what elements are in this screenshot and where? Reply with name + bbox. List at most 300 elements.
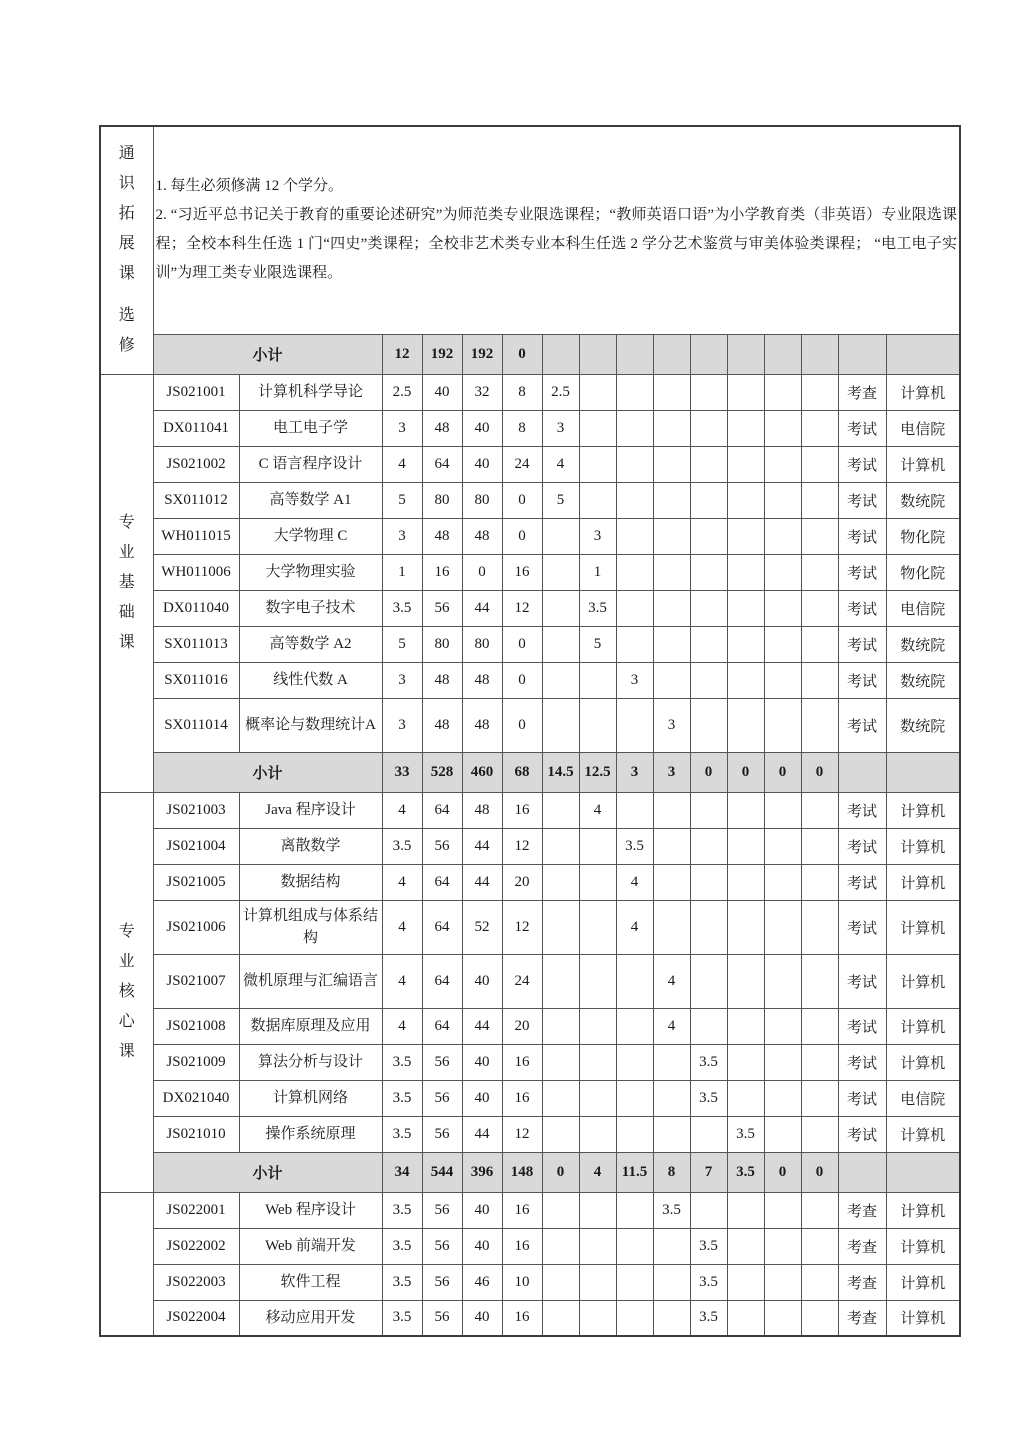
semester-4-cell xyxy=(653,900,690,954)
semester-5-cell: 3.5 xyxy=(690,1228,727,1264)
semester-4-cell: 4 xyxy=(653,954,690,1008)
semester-4-cell xyxy=(653,518,690,554)
practice-hours-cell: 20 xyxy=(502,1008,542,1044)
total-hours-cell: 48 xyxy=(422,410,462,446)
semester-7-cell xyxy=(764,698,801,752)
semester-8-cell xyxy=(801,792,838,828)
semester-4-cell xyxy=(653,1080,690,1116)
semester-2-cell: 5 xyxy=(579,626,616,662)
semester-7-cell xyxy=(764,828,801,864)
exam-type-cell: 考试 xyxy=(838,410,886,446)
semester-8-cell xyxy=(801,626,838,662)
practice-hours-cell: 24 xyxy=(502,954,542,1008)
semester-7-cell xyxy=(764,1300,801,1336)
course-row xyxy=(100,554,960,590)
semester-1-cell xyxy=(542,1080,579,1116)
semester-1-cell: 5 xyxy=(542,482,579,518)
credit-cell: 3.5 xyxy=(382,1116,422,1152)
course-name-cell: 高等数学 A1 xyxy=(239,482,382,518)
lecture-hours-cell: 80 xyxy=(462,626,502,662)
semester-6-cell xyxy=(727,518,764,554)
course-code-cell: JS021009 xyxy=(153,1044,239,1080)
semester-1-cell xyxy=(542,1044,579,1080)
course-name-cell: 概率论与数理统计A xyxy=(239,698,382,752)
semester-5-cell: 3.5 xyxy=(690,1264,727,1300)
credit-cell: 5 xyxy=(382,482,422,518)
credit-cell: 3.5 xyxy=(382,1264,422,1300)
course-row xyxy=(100,698,960,752)
exam-type-cell: 考查 xyxy=(838,1192,886,1228)
semester-7-cell xyxy=(764,864,801,900)
department-cell: 计算机 xyxy=(886,1192,960,1228)
exam-type-cell: 考试 xyxy=(838,1008,886,1044)
semester-2-cell xyxy=(579,1116,616,1152)
semester-3-cell: 4 xyxy=(616,864,653,900)
course-name-cell: 计算机科学导论 xyxy=(239,374,382,410)
course-row xyxy=(100,374,960,410)
lecture-hours-cell: 48 xyxy=(462,518,502,554)
subtotal-label-cell: 小计 xyxy=(153,334,382,374)
course-code-cell: JS021003 xyxy=(153,792,239,828)
section-notes-cell xyxy=(153,126,960,334)
semester-5-cell: 3.5 xyxy=(690,1300,727,1336)
course-row xyxy=(100,1300,960,1336)
semester-3-cell xyxy=(616,698,653,752)
credit-cell: 3.5 xyxy=(382,828,422,864)
credit-cell: 3.5 xyxy=(382,1080,422,1116)
department-cell: 数统院 xyxy=(886,662,960,698)
semester-8-cell xyxy=(801,900,838,954)
total-hours-cell: 16 xyxy=(422,554,462,590)
lecture-hours-cell: 32 xyxy=(462,374,502,410)
semester-5-cell xyxy=(690,792,727,828)
lecture-hours-cell: 40 xyxy=(462,1192,502,1228)
semester-7-cell xyxy=(764,1044,801,1080)
practice-hours-cell: 16 xyxy=(502,1228,542,1264)
semester-3-cell xyxy=(616,1008,653,1044)
semester-8-cell xyxy=(801,662,838,698)
course-code-cell: JS021006 xyxy=(153,900,239,954)
credit-cell: 3.5 xyxy=(382,1228,422,1264)
semester-8-cell xyxy=(801,828,838,864)
course-row xyxy=(100,590,960,626)
semester-4-cell xyxy=(653,1228,690,1264)
exam-type-cell: 考试 xyxy=(838,662,886,698)
department-cell: 电信院 xyxy=(886,590,960,626)
note-line: 2. “习近平总书记关于教育的重要论述研究”为师范类专业限选课程；“教师英语口语”为小学教育类（非英语）专业限选课程；全校本科生任选 1 门“四史”类课程；全校非艺术类专业本科生任选 2 学分艺术鉴赏与审美体验类课程； “电工电子实训”为理工类专业限选课程。 xyxy=(155,207,958,282)
total-hours-cell: 40 xyxy=(422,374,462,410)
total-hours-cell: 56 xyxy=(422,1080,462,1116)
semester-6-cell: 3.5 xyxy=(727,1116,764,1152)
course-row xyxy=(100,626,960,662)
semester-6-cell xyxy=(727,1228,764,1264)
course-code-cell: SX011012 xyxy=(153,482,239,518)
semester-3-cell xyxy=(616,1192,653,1228)
semester-8-cell xyxy=(801,698,838,752)
semester-4-cell xyxy=(653,1116,690,1152)
total-hours-cell: 64 xyxy=(422,1008,462,1044)
course-name-cell: 移动应用开发 xyxy=(239,1300,382,1336)
semester-7-cell xyxy=(764,1116,801,1152)
course-code-cell: JS021007 xyxy=(153,954,239,1008)
semester-8-cell xyxy=(801,1228,838,1264)
semester-2-cell xyxy=(579,410,616,446)
semester-8-cell xyxy=(801,954,838,1008)
course-code-cell: JS021005 xyxy=(153,864,239,900)
course-name-cell: 软件工程 xyxy=(239,1264,382,1300)
exam-type-cell: 考试 xyxy=(838,518,886,554)
course-row xyxy=(100,1008,960,1044)
semester-5-cell xyxy=(690,518,727,554)
subtotal-total-hours-cell: 192 xyxy=(422,334,462,374)
total-hours-cell: 56 xyxy=(422,1192,462,1228)
practice-hours-cell: 12 xyxy=(502,1116,542,1152)
semester-5-cell xyxy=(690,662,727,698)
subtotal-total-hours-cell: 528 xyxy=(422,752,462,792)
department-cell: 数统院 xyxy=(886,698,960,752)
subtotal-semester-7-cell xyxy=(764,334,801,374)
semester-7-cell xyxy=(764,1228,801,1264)
subtotal-exam-type-cell xyxy=(838,1152,886,1192)
exam-type-cell: 考查 xyxy=(838,1300,886,1336)
semester-5-cell xyxy=(690,374,727,410)
subtotal-practice-hours-cell: 68 xyxy=(502,752,542,792)
semester-6-cell xyxy=(727,1044,764,1080)
subtotal-lecture-hours-cell: 460 xyxy=(462,752,502,792)
course-code-cell: SX011014 xyxy=(153,698,239,752)
semester-5-cell xyxy=(690,900,727,954)
course-code-cell: JS021002 xyxy=(153,446,239,482)
semester-1-cell xyxy=(542,1228,579,1264)
total-hours-cell: 56 xyxy=(422,1228,462,1264)
lecture-hours-cell: 40 xyxy=(462,446,502,482)
subtotal-semester-5-cell: 0 xyxy=(690,752,727,792)
semester-2-cell xyxy=(579,1228,616,1264)
semester-7-cell xyxy=(764,590,801,626)
semester-4-cell: 4 xyxy=(653,1008,690,1044)
semester-2-cell xyxy=(579,1300,616,1336)
course-name-cell: 操作系统原理 xyxy=(239,1116,382,1152)
semester-1-cell: 3 xyxy=(542,410,579,446)
practice-hours-cell: 0 xyxy=(502,482,542,518)
semester-6-cell xyxy=(727,626,764,662)
semester-2-cell xyxy=(579,662,616,698)
semester-7-cell xyxy=(764,662,801,698)
semester-4-cell: 3 xyxy=(653,698,690,752)
semester-7-cell xyxy=(764,518,801,554)
subtotal-semester-1-cell: 0 xyxy=(542,1152,579,1192)
semester-4-cell: 3.5 xyxy=(653,1192,690,1228)
lecture-hours-cell: 0 xyxy=(462,554,502,590)
exam-type-cell: 考试 xyxy=(838,1116,886,1152)
semester-8-cell xyxy=(801,1044,838,1080)
semester-7-cell xyxy=(764,554,801,590)
exam-type-cell: 考试 xyxy=(838,792,886,828)
semester-2-cell xyxy=(579,1008,616,1044)
exam-type-cell: 考试 xyxy=(838,698,886,752)
semester-2-cell xyxy=(579,828,616,864)
course-code-cell: SX011013 xyxy=(153,626,239,662)
course-code-cell: WH011006 xyxy=(153,554,239,590)
semester-3-cell xyxy=(616,446,653,482)
semester-8-cell xyxy=(801,590,838,626)
course-code-cell: JS022001 xyxy=(153,1192,239,1228)
subtotal-credit-cell: 34 xyxy=(382,1152,422,1192)
semester-1-cell: 2.5 xyxy=(542,374,579,410)
semester-2-cell: 1 xyxy=(579,554,616,590)
course-code-cell: JS022003 xyxy=(153,1264,239,1300)
semester-2-cell xyxy=(579,1192,616,1228)
course-name-cell: Java 程序设计 xyxy=(239,792,382,828)
semester-5-cell xyxy=(690,1008,727,1044)
course-name-cell: 计算机网络 xyxy=(239,1080,382,1116)
practice-hours-cell: 10 xyxy=(502,1264,542,1300)
semester-8-cell xyxy=(801,554,838,590)
semester-2-cell: 3 xyxy=(579,518,616,554)
practice-hours-cell: 16 xyxy=(502,1300,542,1336)
course-name-cell: C 语言程序设计 xyxy=(239,446,382,482)
subtotal-row xyxy=(100,334,960,374)
lecture-hours-cell: 44 xyxy=(462,1008,502,1044)
total-hours-cell: 56 xyxy=(422,1264,462,1300)
semester-7-cell xyxy=(764,446,801,482)
semester-8-cell xyxy=(801,1192,838,1228)
subtotal-semester-6-cell: 0 xyxy=(727,752,764,792)
exam-type-cell: 考查 xyxy=(838,1264,886,1300)
semester-1-cell: 4 xyxy=(542,446,579,482)
note-line: 1. 每生必须修满 12 个学分。 xyxy=(155,178,344,195)
semester-3-cell: 3 xyxy=(616,662,653,698)
course-name-cell: 电工电子学 xyxy=(239,410,382,446)
semester-6-cell xyxy=(727,864,764,900)
practice-hours-cell: 12 xyxy=(502,590,542,626)
practice-hours-cell: 12 xyxy=(502,900,542,954)
semester-8-cell xyxy=(801,864,838,900)
practice-hours-cell: 0 xyxy=(502,518,542,554)
course-name-cell: 线性代数 A xyxy=(239,662,382,698)
course-row xyxy=(100,1080,960,1116)
semester-8-cell xyxy=(801,374,838,410)
category-vertical-label: 专 业 核 心 课 xyxy=(118,923,135,1060)
semester-1-cell xyxy=(542,900,579,954)
semester-6-cell xyxy=(727,900,764,954)
semester-1-cell xyxy=(542,662,579,698)
credit-cell: 4 xyxy=(382,864,422,900)
semester-7-cell xyxy=(764,1008,801,1044)
semester-7-cell xyxy=(764,1264,801,1300)
course-name-cell: 离散数学 xyxy=(239,828,382,864)
subtotal-semester-8-cell xyxy=(801,334,838,374)
course-name-cell: 大学物理实验 xyxy=(239,554,382,590)
semester-1-cell xyxy=(542,626,579,662)
credit-cell: 3 xyxy=(382,698,422,752)
course-row xyxy=(100,1264,960,1300)
subtotal-semester-8-cell: 0 xyxy=(801,1152,838,1192)
lecture-hours-cell: 40 xyxy=(462,410,502,446)
category-cell xyxy=(100,1192,153,1336)
credit-cell: 4 xyxy=(382,792,422,828)
lecture-hours-cell: 52 xyxy=(462,900,502,954)
practice-hours-cell: 0 xyxy=(502,698,542,752)
semester-2-cell xyxy=(579,864,616,900)
semester-7-cell xyxy=(764,374,801,410)
lecture-hours-cell: 46 xyxy=(462,1264,502,1300)
department-cell: 计算机 xyxy=(886,1116,960,1152)
subtotal-semester-4-cell xyxy=(653,334,690,374)
credit-cell: 3 xyxy=(382,410,422,446)
credit-cell: 2.5 xyxy=(382,374,422,410)
course-row xyxy=(100,662,960,698)
practice-hours-cell: 16 xyxy=(502,1044,542,1080)
semester-5-cell xyxy=(690,828,727,864)
course-name-cell: Web 前端开发 xyxy=(239,1228,382,1264)
practice-hours-cell: 20 xyxy=(502,864,542,900)
semester-3-cell xyxy=(616,1044,653,1080)
course-name-cell: 高等数学 A2 xyxy=(239,626,382,662)
course-row xyxy=(100,1116,960,1152)
credit-cell: 3.5 xyxy=(382,1044,422,1080)
category-cell xyxy=(100,792,153,1192)
department-cell: 计算机 xyxy=(886,1044,960,1080)
total-hours-cell: 48 xyxy=(422,518,462,554)
course-name-cell: 数据结构 xyxy=(239,864,382,900)
semester-8-cell xyxy=(801,410,838,446)
semester-4-cell xyxy=(653,410,690,446)
lecture-hours-cell: 48 xyxy=(462,792,502,828)
semester-3-cell xyxy=(616,482,653,518)
semester-7-cell xyxy=(764,792,801,828)
semester-3-cell xyxy=(616,1116,653,1152)
subtotal-semester-3-cell: 3 xyxy=(616,752,653,792)
semester-5-cell xyxy=(690,1192,727,1228)
semester-2-cell xyxy=(579,698,616,752)
subtotal-row xyxy=(100,1152,960,1192)
semester-8-cell xyxy=(801,1300,838,1336)
semester-2-cell: 4 xyxy=(579,792,616,828)
practice-hours-cell: 0 xyxy=(502,662,542,698)
semester-3-cell xyxy=(616,792,653,828)
credit-cell: 4 xyxy=(382,954,422,1008)
semester-6-cell xyxy=(727,792,764,828)
semester-3-cell xyxy=(616,1300,653,1336)
exam-type-cell: 考试 xyxy=(838,828,886,864)
course-name-cell: 数据库原理及应用 xyxy=(239,1008,382,1044)
department-cell: 计算机 xyxy=(886,900,960,954)
semester-5-cell xyxy=(690,482,727,518)
department-cell: 计算机 xyxy=(886,1264,960,1300)
credit-cell: 4 xyxy=(382,900,422,954)
semester-8-cell xyxy=(801,1264,838,1300)
course-row xyxy=(100,1228,960,1264)
subtotal-lecture-hours-cell: 192 xyxy=(462,334,502,374)
semester-6-cell xyxy=(727,410,764,446)
semester-2-cell xyxy=(579,954,616,1008)
subtotal-semester-7-cell: 0 xyxy=(764,1152,801,1192)
credit-cell: 3.5 xyxy=(382,1300,422,1336)
course-row xyxy=(100,446,960,482)
semester-3-cell xyxy=(616,554,653,590)
semester-1-cell xyxy=(542,554,579,590)
course-code-cell: JS021010 xyxy=(153,1116,239,1152)
semester-4-cell xyxy=(653,1044,690,1080)
semester-4-cell xyxy=(653,446,690,482)
semester-4-cell xyxy=(653,828,690,864)
practice-hours-cell: 16 xyxy=(502,554,542,590)
total-hours-cell: 48 xyxy=(422,662,462,698)
total-hours-cell: 56 xyxy=(422,590,462,626)
semester-6-cell xyxy=(727,554,764,590)
department-cell: 计算机 xyxy=(886,1228,960,1264)
credit-cell: 3 xyxy=(382,518,422,554)
semester-6-cell xyxy=(727,828,764,864)
exam-type-cell: 考查 xyxy=(838,1228,886,1264)
course-row xyxy=(100,518,960,554)
semester-2-cell xyxy=(579,374,616,410)
subtotal-lecture-hours-cell: 396 xyxy=(462,1152,502,1192)
semester-1-cell xyxy=(542,1300,579,1336)
semester-3-cell xyxy=(616,626,653,662)
course-name-cell: Web 程序设计 xyxy=(239,1192,382,1228)
subtotal-semester-1-cell: 14.5 xyxy=(542,752,579,792)
subtotal-practice-hours-cell: 148 xyxy=(502,1152,542,1192)
subtotal-department-cell xyxy=(886,752,960,792)
semester-6-cell xyxy=(727,446,764,482)
course-row xyxy=(100,1044,960,1080)
total-hours-cell: 48 xyxy=(422,698,462,752)
lecture-hours-cell: 40 xyxy=(462,954,502,1008)
semester-2-cell xyxy=(579,1080,616,1116)
semester-3-cell xyxy=(616,374,653,410)
semester-1-cell xyxy=(542,590,579,626)
exam-type-cell: 考试 xyxy=(838,1044,886,1080)
course-name-cell: 计算机组成与体系结构 xyxy=(239,900,382,954)
semester-1-cell xyxy=(542,1192,579,1228)
semester-6-cell xyxy=(727,374,764,410)
semester-3-cell: 3.5 xyxy=(616,828,653,864)
course-name-cell: 数字电子技术 xyxy=(239,590,382,626)
course-row xyxy=(100,410,960,446)
subtotal-row xyxy=(100,752,960,792)
department-cell: 计算机 xyxy=(886,828,960,864)
category-cell xyxy=(100,374,153,792)
subtotal-exam-type-cell xyxy=(838,752,886,792)
semester-4-cell xyxy=(653,482,690,518)
total-hours-cell: 56 xyxy=(422,1300,462,1336)
semester-5-cell xyxy=(690,410,727,446)
practice-hours-cell: 16 xyxy=(502,792,542,828)
exam-type-cell: 考试 xyxy=(838,626,886,662)
semester-8-cell xyxy=(801,482,838,518)
semester-6-cell xyxy=(727,590,764,626)
subtotal-label-cell: 小计 xyxy=(153,1152,382,1192)
department-cell: 计算机 xyxy=(886,374,960,410)
course-code-cell: DX011041 xyxy=(153,410,239,446)
semester-5-cell xyxy=(690,590,727,626)
subtotal-semester-2-cell: 4 xyxy=(579,1152,616,1192)
credit-cell: 5 xyxy=(382,626,422,662)
total-hours-cell: 64 xyxy=(422,792,462,828)
course-code-cell: JS022004 xyxy=(153,1300,239,1336)
semester-6-cell xyxy=(727,954,764,1008)
course-name-cell: 算法分析与设计 xyxy=(239,1044,382,1080)
course-code-cell: JS021004 xyxy=(153,828,239,864)
course-row xyxy=(100,482,960,518)
semester-7-cell xyxy=(764,410,801,446)
practice-hours-cell: 16 xyxy=(502,1192,542,1228)
credit-cell: 4 xyxy=(382,1008,422,1044)
semester-7-cell xyxy=(764,1080,801,1116)
semester-3-cell xyxy=(616,1080,653,1116)
